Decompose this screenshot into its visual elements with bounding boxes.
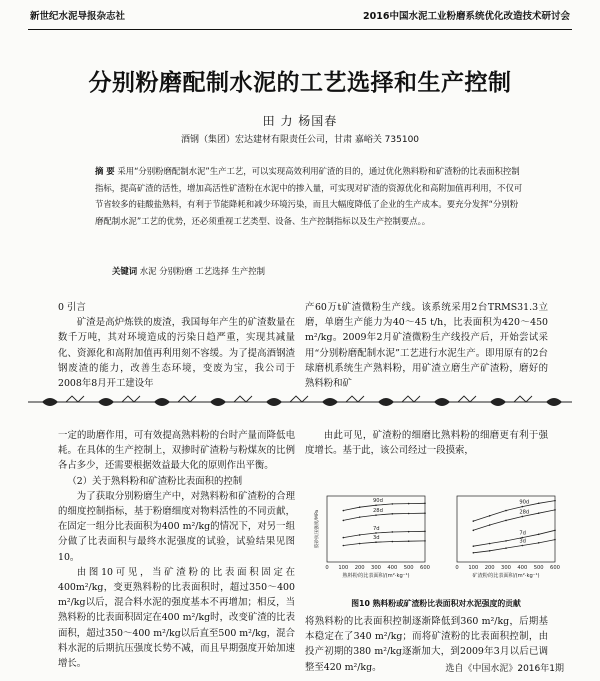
intro-column-right	[305, 300, 548, 391]
article-title: 分别粉磨配制水泥的工艺选择和生产控制	[88, 70, 512, 96]
chart-0-point-90d	[359, 506, 361, 508]
chart-0-point-3d	[424, 540, 426, 542]
chart-1-point-28d	[505, 520, 507, 522]
figure-10-chart	[305, 492, 567, 586]
chart-0-point-90d	[375, 504, 377, 506]
chart-0-series-label: 28d	[373, 508, 383, 515]
chart-1-xtick-label: 400	[517, 565, 528, 571]
chart-1-xtick-label: 100	[468, 565, 479, 571]
chart-1-point-3d	[554, 539, 556, 541]
lower-left-paragraph-3: 由图10可见，当矿渣粉的比表面积固定在400m²/kg，变更熟料粉的比表面积时，超过350～400 m²/kg以后，混合料水泥的强度基本不再增加；相反，当熟料粉的比表面积固定在400 m²/kg时，改变矿渣的比表面积，超过350～400 m²/kg以后直至500 m²/kg，混合料水泥的后期抗压强度长势不减，而且早期强度开始加速增长。	[58, 566, 295, 670]
lower-column-right-top	[305, 428, 548, 458]
chart-0-point-28d	[359, 516, 361, 518]
chart-1-point-28d	[538, 512, 540, 514]
chart-0-xtick-label: 0	[325, 565, 329, 571]
chart-1-series-line-90d	[473, 501, 555, 521]
chart-1-series-label: 7d	[519, 530, 526, 537]
lower-left-paragraph-2: 为了获取分别粉磨生产中，对熟料粉和矿渣粉的合理的细度控制指标，基于粉磨细度对物料活性的不同贡献，在固定一组分比表面积为400 m²/kg的情况下，对另一组分做了比表面积与最终水泥强度的试验，试验结果见图10。	[58, 490, 295, 563]
chart-0-point-90d	[408, 503, 410, 505]
lower-right-paragraph-2: 将熟料粉的比表面积控制逐渐降低到360 m²/kg，后期基本稳定在了340 m²/kg；而将矿渣粉的比表面积控制，由投产初期的380 m²/kg逐渐加大，到2009年3月以后已调整至420 m²/kg。	[305, 616, 548, 673]
chart-1-point-7d	[554, 530, 556, 532]
chart-1-point-90d	[522, 506, 524, 508]
section-heading-2: （2）关于熟料粉和矿渣粉比表面积的控制	[67, 475, 243, 487]
chart-0-series-line-3d	[343, 541, 425, 546]
chart-0-point-28d	[375, 514, 377, 516]
chart-1-point-28d	[473, 530, 475, 532]
chart-0-xtick-label: 300	[371, 565, 381, 571]
chart-1-point-90d	[473, 520, 475, 522]
intro-heading: 0 引言	[58, 302, 86, 313]
abstract	[95, 163, 525, 229]
chart-1-point-90d	[538, 502, 540, 504]
header-rule	[28, 29, 572, 30]
chart-1-point-90d	[505, 510, 507, 512]
chart-0-xtick-label: 100	[338, 565, 349, 571]
chart-0-ylabel: 胶砂抗压强度/MPa	[315, 509, 320, 549]
chart-1-point-3d	[505, 547, 507, 549]
chart-0-series-label: 7d	[373, 525, 380, 532]
chart-0-series-label: 90d	[373, 498, 383, 505]
chart-0-point-28d	[343, 520, 345, 522]
chart-1-point-90d	[554, 500, 556, 502]
keywords	[112, 265, 532, 277]
chart-0-series-line-28d	[343, 513, 425, 520]
article-authors: 田 力 杨国春	[262, 114, 338, 128]
chart-1-point-7d	[473, 545, 475, 547]
chart-0-point-28d	[424, 512, 426, 514]
chart-1-series-label: 3d	[519, 538, 526, 545]
chart-1-point-90d	[489, 515, 491, 517]
keywords-text: 水泥 分别粉磨 工艺选择 生产控制	[139, 266, 266, 276]
chart-0-point-3d	[343, 545, 345, 547]
chart-1-point-3d	[538, 542, 540, 544]
chart-0-point-90d	[424, 502, 426, 504]
chart-0-xlabel: 熟料粉的比表面积/(m²·kg⁻¹)	[342, 573, 410, 579]
chart-1-series-label: 28d	[519, 509, 530, 516]
intro-paragraph: 矿渣是高炉炼铁的废渣，我国每年产生的矿渣数量在数千万吨，其对环境造成的污染日趋严重，实现其减量化、资源化和高附加值再利用刻不容缓。为了提高酒钢渣钢废渣的能力，改善生态环境，变废为宝，我公司于2008年8月开工建设年	[58, 317, 295, 390]
chart-0-point-3d	[375, 541, 377, 543]
chart-1-series-line-7d	[473, 530, 555, 546]
chart-0-point-28d	[408, 513, 410, 515]
chart-0-point-3d	[408, 540, 410, 542]
journal-name: 新世纪水泥导报杂志社	[30, 11, 126, 22]
chart-1-xtick-label: 300	[501, 565, 511, 571]
chart-1-series-label: 90d	[519, 499, 530, 506]
article-affiliation: 酒钢（集团）宏达建材有限责任公司，甘肃 嘉峪关 735100	[180, 135, 420, 145]
chart-0-series-line-90d	[343, 503, 425, 510]
chart-0-point-28d	[392, 513, 394, 515]
article-source: 选自《中国水泥》2016年1期	[445, 664, 564, 674]
chart-1-xtick-label: 500	[533, 565, 544, 571]
intro-paragraph-continued: 产60万t矿渣微粉生产线。该系统采用2台TRMS31.3立磨，单磨生产能力为40～45 t/h，比表面积为420～450 m²/kg。2009年2月矿渣微粉生产线投产后，开始尝试采用“分别粉磨配制水泥”工艺进行水泥生产。即用原有的2台球磨机系统生产熟料粉，用矿渣立磨生产矿渣粉，磨好的熟料粉和矿	[305, 302, 548, 390]
chart-0-xtick-label: 500	[403, 565, 414, 571]
chart-1-series-line-3d	[473, 540, 555, 553]
chart-1-xlabel: 矿渣粉的比表面积/(m²·kg⁻¹)	[472, 573, 540, 579]
chart-0-point-7d	[408, 531, 410, 533]
chart-0-point-7d	[359, 534, 361, 536]
chart-0-point-7d	[392, 531, 394, 533]
chart-0-point-90d	[392, 503, 394, 505]
abstract-label: 摘 要	[95, 166, 115, 176]
chart-0-xtick-label: 400	[387, 565, 398, 571]
lower-right-paragraph-1: 由此可见，矿渣粉的细磨比熟料粉的细磨更有利于强度增长。基于此，该公司经过一段摸索，	[305, 430, 548, 457]
chart-1-xtick-label: 200	[484, 565, 495, 571]
chart-1-point-3d	[473, 552, 475, 554]
chart-1-point-28d	[554, 509, 556, 511]
chart-1-point-7d	[538, 533, 540, 535]
chart-0-point-7d	[343, 537, 345, 539]
chart-1-point-3d	[522, 545, 524, 547]
keywords-label: 关键词	[112, 266, 138, 276]
chart-1-xtick-label: 0	[455, 565, 459, 571]
chart-1-series-line-28d	[473, 510, 555, 530]
page-header	[0, 0, 600, 30]
chart-1-point-28d	[489, 524, 491, 526]
abstract-text: 采用“分别粉磨配制水泥”生产工艺，可以实现高效利用矿渣的目的，通过优化熟料粉和矿渣粉的比表面积控制指标，提高矿渣的活性，增加高活性矿渣粉在水泥中的掺入量，可实现对矿渣的资源优化和高附加值再利用，不仅可节省较多的硅酸盐熟料，有利于节能降耗和减少环境污染，而且大幅度降低了企业的生产成本。要充分发挥“分别粉磨配制水泥”工艺的优势，还必须重视工艺类型、设备、生产控制指标以及生产控制要点。。	[95, 166, 523, 226]
chart-1-frame	[457, 496, 555, 562]
lower-column-left	[58, 428, 295, 671]
chart-1-point-3d	[489, 550, 491, 552]
chart-0-xtick-label: 200	[354, 565, 365, 571]
chart-1-point-7d	[489, 543, 491, 545]
intro-column-left	[58, 300, 295, 391]
chart-1-point-7d	[505, 540, 507, 542]
chart-1-point-28d	[522, 516, 524, 518]
figure-caption: 图10 熟料粉或矿渣粉比表面积对水泥强度的贡献	[351, 599, 521, 608]
chart-0-point-3d	[359, 543, 361, 545]
chart-0-series-line-7d	[343, 531, 425, 537]
chart-1-xtick-label: 600	[550, 565, 560, 571]
conference-name: 2016中国水泥工业粉磨系统优化改造技术研讨会	[363, 11, 570, 22]
chart-0-point-90d	[343, 510, 345, 512]
chart-0-point-3d	[392, 541, 394, 543]
chart-0-point-7d	[424, 531, 426, 533]
lower-left-paragraph-1: 一定的助磨作用，可有效提高熟料粉的台时产量而降低电耗。在具体的生产控制上，双掺时矿渣粉与粉煤灰的比例各占多少，还需要根据效益最大化的原则作出平衡。	[58, 430, 295, 472]
section-divider	[28, 393, 572, 411]
chart-0-point-7d	[375, 532, 377, 534]
chart-0-xtick-label: 600	[420, 565, 430, 571]
chart-0-series-label: 3d	[373, 535, 380, 542]
